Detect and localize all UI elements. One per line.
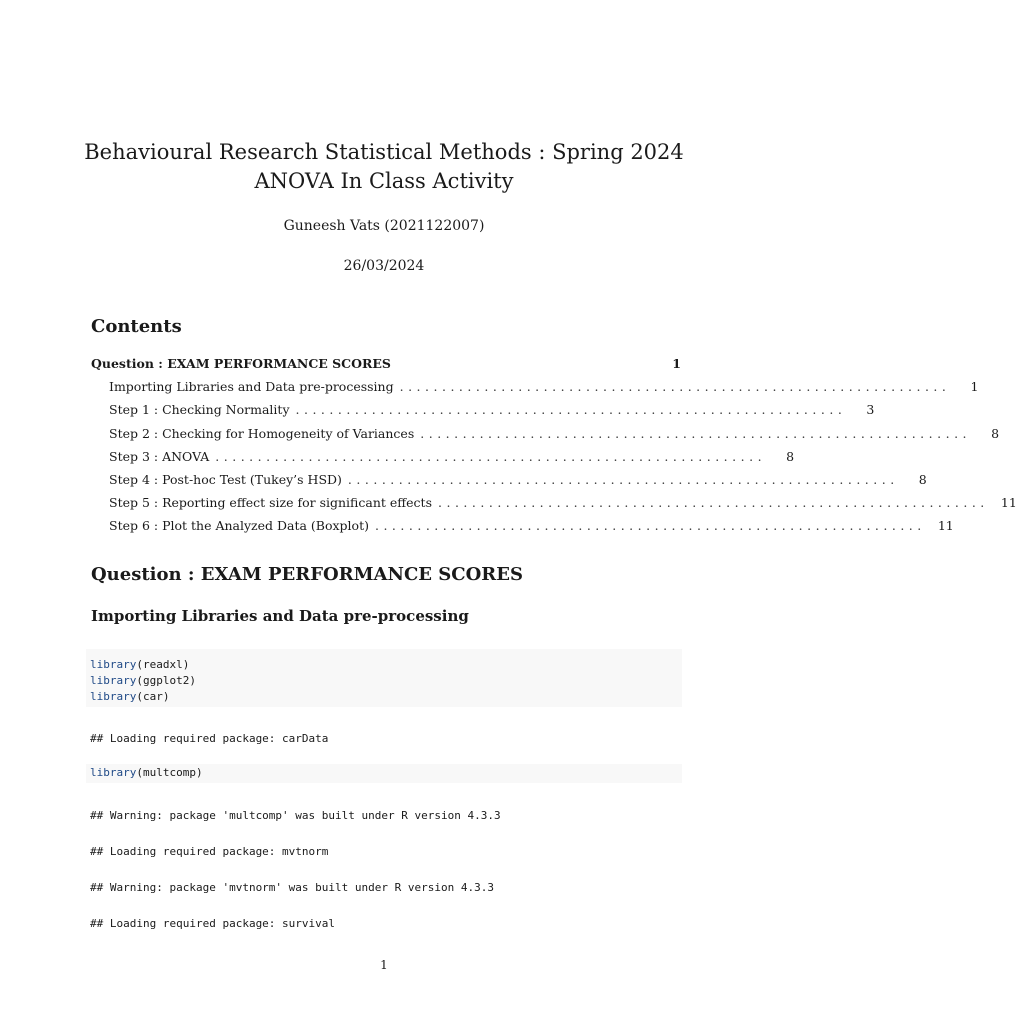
toc-entry[interactable] — [91, 448, 795, 472]
toc-leader-dots: ................................................................. — [374, 518, 926, 534]
toc-entry-page: 1 — [970, 379, 979, 395]
toc-entry-page: 8 — [918, 471, 927, 487]
toc-entry-label: Question : EXAM PERFORMANCE SCORES — [91, 356, 391, 371]
toc-entry[interactable] — [91, 379, 979, 402]
toc-entry-label: Step 3 : ANOVA — [109, 448, 210, 464]
code-args: (readxl) — [136, 658, 190, 671]
toc-entry-label: Importing Libraries and Data pre-processing — [109, 379, 394, 395]
code-args: (ggplot2) — [136, 674, 196, 687]
toc-entry[interactable] — [91, 518, 954, 541]
toc-leader-dots: ................................................................. — [399, 379, 951, 395]
toc-entry-label: Step 5 : Reporting effect size for significant effects — [109, 495, 432, 511]
toc-entry-page: 11 — [1000, 495, 1017, 511]
toc-entry[interactable] — [91, 402, 875, 425]
toc-entry-page: 3 — [866, 402, 875, 418]
toc-entry[interactable] — [91, 495, 1017, 518]
code-keyword: library — [90, 674, 137, 687]
contents-heading: Contents — [91, 316, 182, 337]
toc-entry[interactable] — [91, 471, 927, 495]
code-block — [86, 764, 682, 783]
toc-entry[interactable] — [91, 356, 681, 379]
toc-entry-label: Step 2 : Checking for Homogeneity of Variances — [109, 425, 415, 441]
toc-entry-label: Step 1 : Checking Normality — [109, 402, 290, 418]
toc-leader-dots: ................................................................. — [420, 425, 972, 441]
page-number: 1 — [380, 958, 388, 972]
console-output: ## Loading required package: carData — [90, 732, 329, 745]
document-author: Guneesh Vats (2021122007) — [283, 218, 485, 234]
toc-entry-label: Step 4 : Post-hoc Test (Tukey’s HSD) — [109, 471, 342, 487]
console-output: ## Warning: package 'multcomp' was built under R version 4.3.3 — [90, 809, 501, 822]
code-args: (multcomp) — [136, 766, 203, 779]
subsection-heading-importing: Importing Libraries and Data pre-processing — [91, 607, 469, 625]
toc-entry-page: 1 — [672, 356, 681, 371]
toc-leader-dots: ................................................................. — [347, 471, 899, 487]
code-keyword: library — [90, 658, 137, 671]
console-output: ## Loading required package: mvtnorm — [90, 845, 329, 858]
document-title: Behavioural Research Statistical Methods : Spring 2024 ANOVA In Class Activity — [84, 140, 684, 193]
code-keyword: library — [90, 766, 137, 779]
code-line — [90, 689, 678, 705]
document-date: 26/03/2024 — [343, 258, 425, 274]
console-output: ## Loading required package: survival — [90, 917, 336, 930]
toc-entry-page: 8 — [991, 425, 1000, 441]
toc-entry-page: 11 — [937, 518, 954, 534]
table-of-contents — [91, 356, 1017, 542]
code-args: (car) — [136, 690, 170, 703]
toc-leader-dots: ................................................................. — [438, 495, 989, 511]
toc-entry-page: 8 — [786, 448, 795, 464]
section-heading-question: Question : EXAM PERFORMANCE SCORES — [91, 564, 523, 585]
toc-entry-label: Step 6 : Plot the Analyzed Data (Boxplot) — [109, 518, 369, 534]
toc-leader-dots: ................................................................. — [295, 402, 847, 418]
code-line — [90, 765, 678, 781]
console-output: ## Warning: package 'mvtnorm' was built under R version 4.3.3 — [90, 881, 494, 894]
code-keyword: library — [90, 690, 137, 703]
toc-leader-dots: ................................................................. — [215, 448, 767, 464]
code-line — [90, 673, 678, 689]
code-line — [90, 657, 678, 673]
code-block — [86, 649, 682, 707]
toc-entry[interactable] — [91, 425, 1000, 449]
